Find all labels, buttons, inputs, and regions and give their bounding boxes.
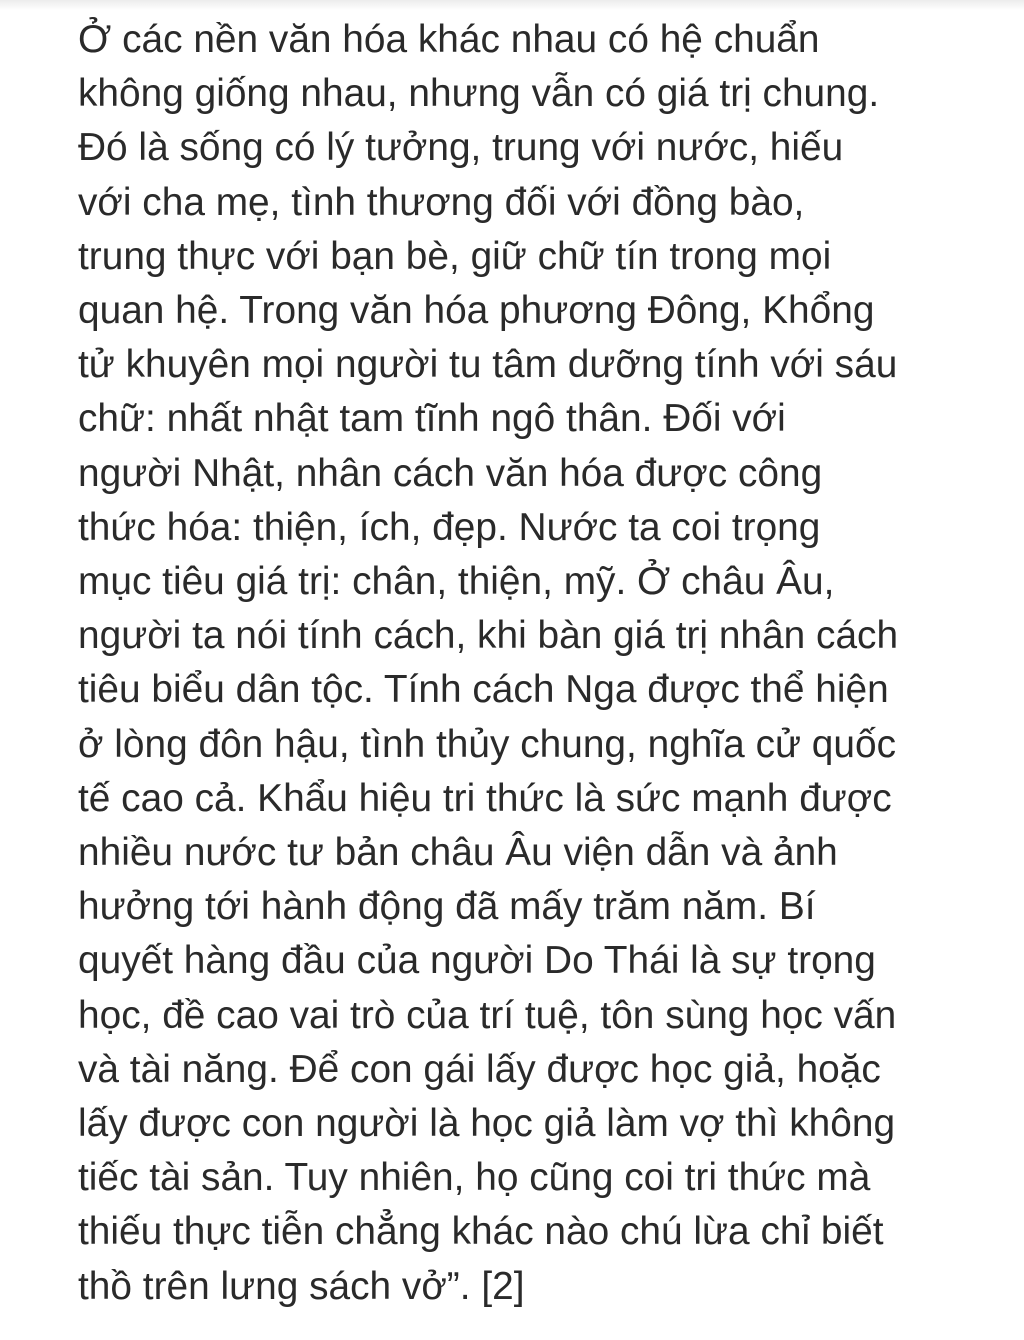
text-line: tử khuyên mọi người tu tâm dưỡng tính với sáu xyxy=(78,343,898,387)
text-line: nhiều nước tư bản châu Âu viện dẫn và ảnh xyxy=(78,831,838,875)
text-line: tế cao cả. Khẩu hiệu tri thức là sức mạnh được xyxy=(78,776,892,820)
top-edge-shadow xyxy=(0,0,1024,10)
text-line: hưởng tới hành động đã mấy trăm năm. Bí xyxy=(78,885,816,929)
text-line: với cha mẹ, tình thương đối với đồng bào, xyxy=(78,180,805,224)
text-line: quyết hàng đầu của người Do Thái là sự trọng xyxy=(78,939,876,983)
text-line: thiếu thực tiễn chẳng khác nào chú lừa chỉ biết xyxy=(78,1210,884,1254)
text-line: mục tiêu giá trị: chân, thiện, mỹ. Ở châu Âu, xyxy=(78,560,835,604)
text-line: học, đề cao vai trò của trí tuệ, tôn sùng học vấn xyxy=(78,993,897,1037)
text-line: thức hóa: thiện, ích, đẹp. Nước ta coi trọng xyxy=(78,505,821,549)
document-page xyxy=(78,13,1024,1314)
text-line: trung thực với bạn bè, giữ chữ tín trong mọi xyxy=(78,234,832,278)
text-line: tiếc tài sản. Tuy nhiên, họ cũng coi tri thức mà xyxy=(78,1156,871,1200)
text-line: Ở các nền văn hóa khác nhau có hệ chuẩn xyxy=(78,18,820,61)
text-line: quan hệ. Trong văn hóa phương Đông, Khổng xyxy=(78,289,875,333)
body-paragraph xyxy=(78,13,1024,1314)
text-line: lấy được con người là học giả làm vợ thì không xyxy=(78,1102,896,1146)
text-line: Đó là sống có lý tưởng, trung với nước, hiếu xyxy=(78,126,844,170)
text-line: ở lòng đôn hậu, tình thủy chung, nghĩa cử quốc xyxy=(78,722,896,766)
text-line: thồ trên lưng sách vở”. [2] xyxy=(78,1264,525,1308)
text-line: chữ: nhất nhật tam tĩnh ngô thân. Đối với xyxy=(78,397,786,441)
text-line: người ta nói tính cách, khi bàn giá trị nhân cách xyxy=(78,614,899,658)
text-line: tiêu biểu dân tộc. Tính cách Nga được thể hiện xyxy=(78,668,889,712)
text-line: và tài năng. Để con gái lấy được học giả, hoặc xyxy=(78,1047,881,1091)
text-line: người Nhật, nhân cách văn hóa được công xyxy=(78,451,823,495)
text-line: không giống nhau, nhưng vẫn có giá trị chung. xyxy=(78,72,880,116)
